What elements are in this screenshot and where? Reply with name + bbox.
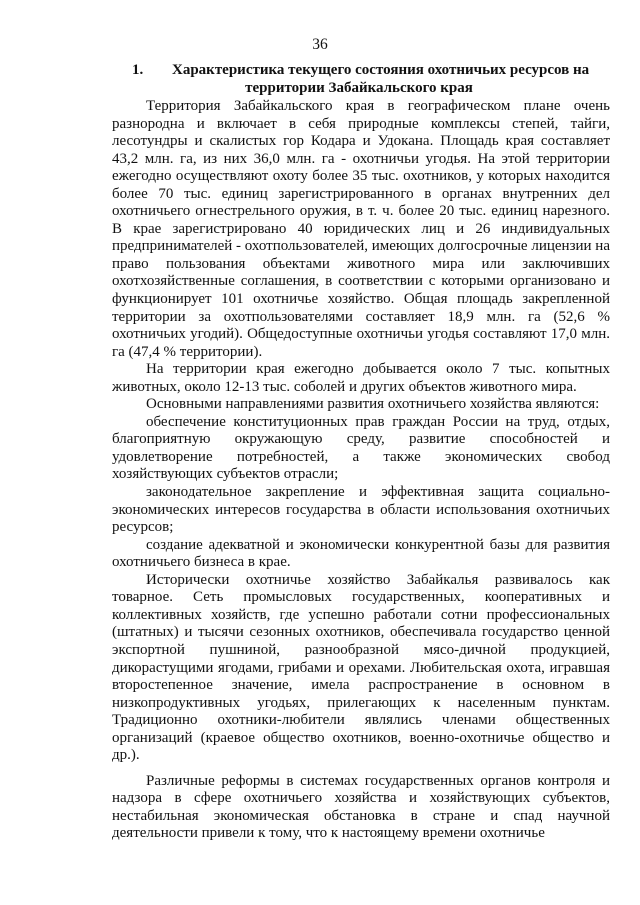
paragraph-directions-intro: Основными направлениями развития охотничьего хозяйства являются: — [146, 396, 600, 413]
body-text — [112, 98, 610, 843]
section-number: 1. — [132, 62, 144, 78]
list-item-legislation: законодательное закрепление и эффективная защита социально-экономических интересов государства в области использования охотничьих ресурсов; — [112, 484, 610, 536]
paragraph-history: Исторически охотничье хозяйство Забайкалья развивалось как товарное. Сеть промысловых государственных, кооперативных и коллективных хозяйств, где успешно работали сотни профессиональных (штатных) и тысячи сезонных охотников, обеспечивала государство ценной экспортной пушниной, разнообразной мясо-дичной продукцией, дикорастущими ягодами, грибами и орехами. Любительская охота, игравшая второстепенное значение, имела распространение в основном в низкопродуктивных угодьях, прилегающих к населенным пунктам. Традиционно охотники-любители являлись членами общественных организаций (краевое общество охотников, военно-охотничье общество и др.). — [112, 571, 610, 764]
list-item-rights: обеспечение конституционных прав граждан России на труд, отдых, благоприятную окружающую среду, развитие способностей и удовлетворение потребностей, а также экономических свобод хозяйствующих субъектов отрасли; — [112, 413, 610, 483]
paragraph-territory: Территория Забайкальского края в географическом плане очень разнородна и включает в себя природные комплексы степей, тайги, лесотундры и скалистых гор Кодара и Удокана. Площадь края составляет 43,2 млн. га, из них 36,0 млн. га - охотничьи угодья. На этой территории ежегодно осуществляют охоту более 35 тыс. охотников, у которых находится более 70 тыс. единиц зарегистрированного в органах внутренних дел охотничьего огнестрельного оружия, в т. ч. более 20 тыс. единиц нарезного. В крае зарегистрировано 40 юридических лиц и 26 индивидуальных предпринимателей - охотпользователей, имеющих долгосрочные лицензии на право пользования объектами животного мира или заключивших охотхозяйственные соглашения, в соответствии с которыми организовано и функционирует 101 охотничье хозяйство. Общая площадь закрепленной территории за охотпользователями составляет 18,9 млн. га (52,6 % охотничьих угодий). Общедоступные охотничьи угодья составляют 17,0 млн. га (47,4 % территории). — [112, 98, 610, 360]
section-title-line-2: территории Забайкальского края — [245, 79, 473, 96]
page-number: 36 — [312, 36, 328, 53]
list-item-business-base: создание адекватной и экономически конкурентной базы для развития охотничьего бизнеса в крае. — [112, 536, 610, 571]
paragraph-reforms: Различные реформы в системах государственных органов контроля и надзора в сфере охотничьего хозяйства и хозяйствующих субъектов, нестабильная экономическая обстановка в стране и спад научной деятельности привели к тому, что к настоящему времени охотничье — [112, 772, 610, 842]
paragraph-harvest: На территории края ежегодно добывается около 7 тыс. копытных животных, около 12-13 тыс. соболей и других объектов животного мира. — [112, 361, 610, 395]
section-title-line-1: Характеристика текущего состояния охотничьих ресурсов на — [172, 62, 590, 78]
